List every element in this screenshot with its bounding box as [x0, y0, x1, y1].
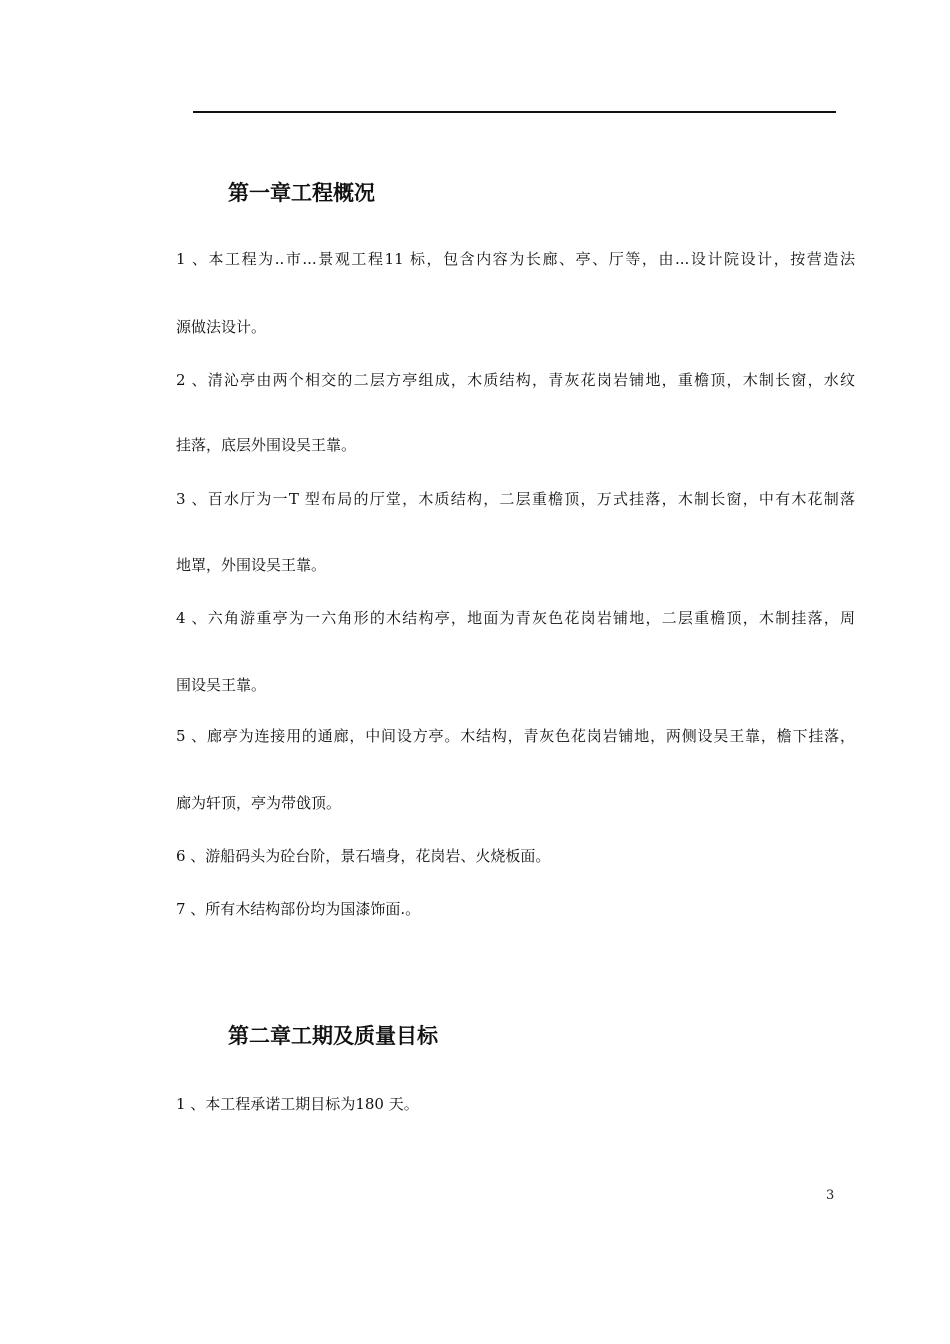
chapter-1-item-1-line-1: 1 、本工程为..市...景观工程11 标，包含内容为长廊、亭、厅等，由...设计院设计，按营造法	[176, 250, 855, 268]
chapter-2-title: 第二章工期及质量目标	[228, 1024, 438, 1048]
chapter-1-item-3-line-2: 地罩，外围设吴王靠。	[176, 556, 327, 574]
chapter-1-title: 第一章工程概况	[228, 181, 375, 205]
chapter-1-item-2-line-1: 2 、清沁亭由两个相交的二层方亭组成，木质结构，青灰花岗岩铺地，重檐顶，木制长窗，水纹	[176, 371, 855, 389]
chapter-1-item-5-line-2: 廊为轩顶，亭为带戗顶。	[176, 794, 342, 812]
chapter-1-item-4-line-2: 围设吴王靠。	[176, 676, 267, 694]
chapter-1-item-3-line-1: 3 、百水厅为一T 型布局的厅堂，木质结构，二层重檐顶，万式挂落，木制长窗，中有木花制落	[176, 490, 855, 508]
chapter-1-item-1-line-2: 源做法设计。	[176, 318, 267, 336]
chapter-1-item-6: 6 、游船码头为砼台阶，景石墙身，花岗岩、火烧板面。	[176, 847, 551, 865]
chapter-1-item-4-line-1: 4 、六角游重亭为一六角形的木结构亭，地面为青灰色花岗岩铺地，二层重檐顶，木制挂落，周	[176, 609, 855, 627]
chapter-1-item-5-line-1: 5 、廊亭为连接用的通廊，中间设方亭。木结构，青灰色花岗岩铺地，两侧设吴王靠，檐下挂落，	[176, 727, 855, 745]
chapter-1-item-2-line-2: 挂落，底层外围设吴王靠。	[176, 436, 357, 454]
page-number: 3	[826, 1188, 835, 1203]
header-rule	[193, 111, 836, 113]
chapter-1-item-7: 7 、所有木结构部份均为国漆饰面.。	[176, 900, 421, 918]
chapter-2-item-1: 1 、本工程承诺工期目标为180 天。	[176, 1095, 419, 1113]
